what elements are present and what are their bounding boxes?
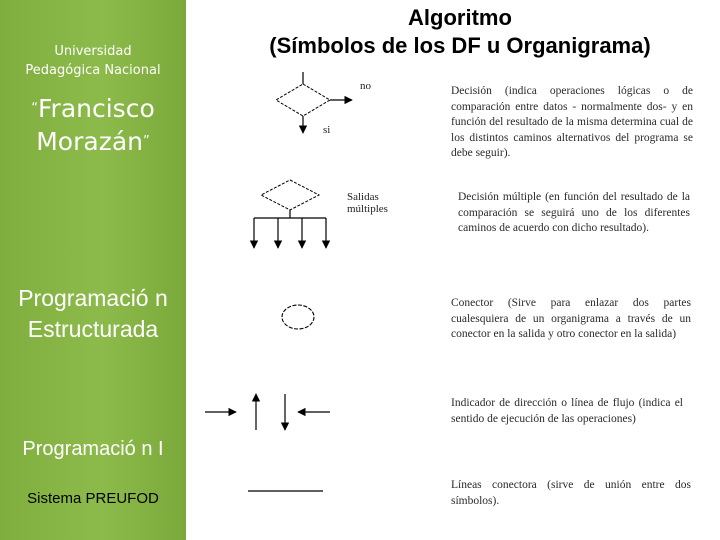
morazan-word: Morazán [36,127,143,156]
decision-diamond-icon [276,72,352,133]
university-line-2: Pedagógica Nacional [25,63,161,78]
direction-description: Indicador de dirección o línea de flujo (indica el sentido de ejecución de las operaciones) [451,397,683,425]
multiple-decision-description: Decisión múltiple (en función del resultado de la comparación se seguirá uno de los diferentes caminos de acuerdo con dicho resultado). [458,191,690,234]
decision-label-si: si [323,124,331,136]
connector-circle-icon [282,305,314,329]
multiple-label-line-1: Salidas [347,191,379,203]
decision-label-no: no [360,80,371,92]
close-quote: ” [143,134,150,149]
sistema-preufod: Sistema PREUFOD [27,490,159,507]
decision-description: Decisión (indica operaciones lógicas o de comparación entre datos - normalmente dos- y en función del resultado de la misma determina cual de los distintos caminos alternativos del programa se debe seguir). [451,85,693,159]
multiple-decision-label [347,191,388,215]
slide-title-line-2: (Símbolos de los DF u Organigrama) [269,33,651,58]
open-quote: “ [31,101,38,116]
course-programacion-estructurada: Programació n Estructurada [18,285,168,342]
connector-line-description: Líneas conectora (sirve de unión entre dos símbolos). [451,479,691,507]
francisco-word: Francisco [37,94,155,123]
multiple-decision-icon [254,180,326,248]
course-programacion-i: Programació n I [22,438,164,460]
multiple-label-line-2: múltiples [347,203,388,215]
slide-title-line-1: Algoritmo [408,5,512,30]
flow-direction-arrows-icon [205,394,330,430]
connector-description: Conector (Sirve para enlazar dos partes cualesquiera de un organigrama a través de un conector en la salida y otro conector en la salida) [451,297,691,340]
university-line-1: Universidad [54,44,132,59]
